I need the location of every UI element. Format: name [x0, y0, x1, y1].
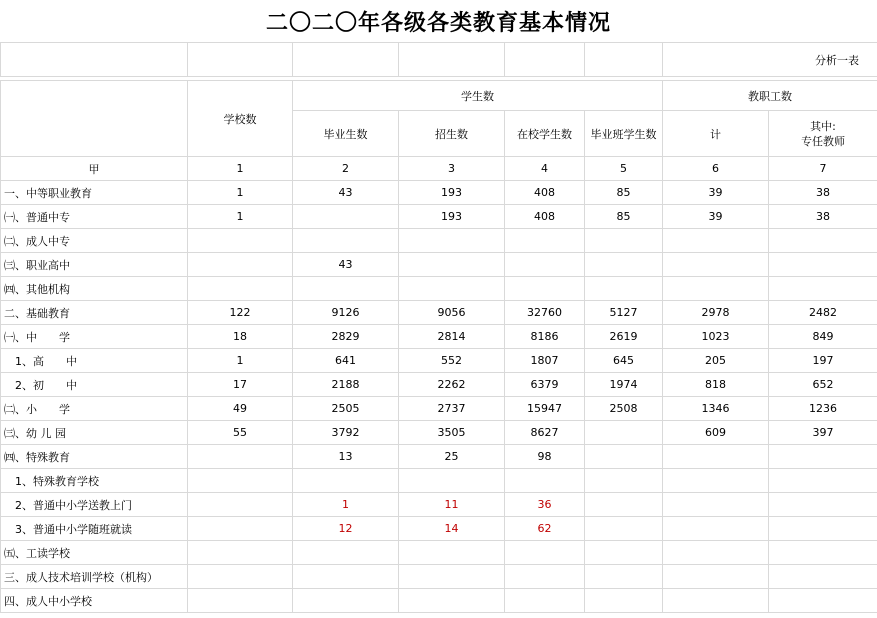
table-cell [293, 541, 399, 565]
table-cell: 397 [769, 421, 877, 445]
table-row [1, 469, 877, 493]
table-cell [505, 277, 585, 301]
row-label: 四、成人中小学校 [1, 589, 188, 613]
table-row [1, 373, 877, 397]
index-cell: 2 [293, 157, 399, 181]
table-cell [585, 517, 663, 541]
table-cell [769, 229, 877, 253]
col-fulltime-line2: 专任教师 [801, 134, 845, 148]
table-cell: 55 [188, 421, 293, 445]
row-label: ㈣、特殊教育 [1, 445, 188, 469]
col-fulltime-line1: 其中: [810, 119, 836, 133]
table-cell: 17 [188, 373, 293, 397]
table-cell: 43 [293, 181, 399, 205]
row-label: 1、特殊教育学校 [1, 469, 188, 493]
table-cell: 49 [188, 397, 293, 421]
table-cell [188, 589, 293, 613]
table-cell [663, 493, 769, 517]
table-cell [188, 469, 293, 493]
table-cell [663, 565, 769, 589]
table-cell [769, 517, 877, 541]
table-cell [399, 589, 505, 613]
row-label: ㈡、成人中专 [1, 229, 188, 253]
table-cell: 38 [769, 181, 877, 205]
row-label: ㈢、职业高中 [1, 253, 188, 277]
table-cell: 18 [188, 325, 293, 349]
table-cell: 38 [769, 205, 877, 229]
table-cell: 849 [769, 325, 877, 349]
header-corner [1, 81, 188, 157]
table-cell: 1 [293, 493, 399, 517]
table-cell: 13 [293, 445, 399, 469]
table-cell [399, 469, 505, 493]
row-label: ㈡、小 学 [1, 397, 188, 421]
table-cell [663, 253, 769, 277]
table-cell [505, 589, 585, 613]
table-cell [399, 229, 505, 253]
table-cell: 1974 [585, 373, 663, 397]
table-cell: 25 [399, 445, 505, 469]
table-cell [585, 469, 663, 493]
table-row [1, 445, 877, 469]
table-cell [188, 493, 293, 517]
index-cell: 甲 [1, 157, 188, 181]
table-cell [188, 565, 293, 589]
index-row [1, 157, 877, 181]
col-group-students: 学生数 [293, 81, 663, 111]
table-cell [585, 253, 663, 277]
table-cell [585, 229, 663, 253]
index-cell: 1 [188, 157, 293, 181]
table-cell [399, 541, 505, 565]
table-row [1, 253, 877, 277]
row-label: 1、高 中 [1, 349, 188, 373]
table-cell: 8186 [505, 325, 585, 349]
table-row [1, 277, 877, 301]
col-fulltime [769, 111, 877, 157]
table-subtitle: 分析一表 [663, 43, 877, 77]
table-cell: 193 [399, 205, 505, 229]
table-row [1, 397, 877, 421]
table-cell [663, 469, 769, 493]
table-cell: 652 [769, 373, 877, 397]
table-row [1, 421, 877, 445]
table-cell: 645 [585, 349, 663, 373]
table-cell: 197 [769, 349, 877, 373]
table-cell [769, 253, 877, 277]
table-cell [585, 421, 663, 445]
row-label: 2、初 中 [1, 373, 188, 397]
table-row [1, 301, 877, 325]
table-cell [769, 589, 877, 613]
table-cell [663, 589, 769, 613]
table-cell [188, 517, 293, 541]
table-cell: 6379 [505, 373, 585, 397]
table-cell: 609 [663, 421, 769, 445]
table-cell [585, 541, 663, 565]
table-cell: 552 [399, 349, 505, 373]
col-graduates: 毕业生数 [293, 111, 399, 157]
table-cell: 15947 [505, 397, 585, 421]
row-label: 2、普通中小学送教上门 [1, 493, 188, 517]
table-cell [505, 541, 585, 565]
index-cell: 3 [399, 157, 505, 181]
table-cell [769, 565, 877, 589]
table-cell [505, 565, 585, 589]
table-cell: 5127 [585, 301, 663, 325]
table-cell [293, 277, 399, 301]
table-cell [399, 277, 505, 301]
table-cell [769, 277, 877, 301]
table-cell: 2505 [293, 397, 399, 421]
table-cell [585, 277, 663, 301]
table-row [1, 229, 877, 253]
table-cell: 1 [188, 205, 293, 229]
table-cell: 2737 [399, 397, 505, 421]
table-cell: 408 [505, 181, 585, 205]
table-cell [585, 445, 663, 469]
col-group-staff: 教职工数 [663, 81, 877, 111]
table-cell [188, 229, 293, 253]
row-label: ㈠、中 学 [1, 325, 188, 349]
row-label: ㈣、其他机构 [1, 277, 188, 301]
table-cell: 43 [293, 253, 399, 277]
table-cell: 85 [585, 205, 663, 229]
table-cell: 3792 [293, 421, 399, 445]
header-row-1 [1, 81, 877, 111]
col-schools: 学校数 [188, 81, 293, 157]
table-row [1, 517, 877, 541]
table-cell: 2619 [585, 325, 663, 349]
table-cell [505, 229, 585, 253]
table-cell: 2829 [293, 325, 399, 349]
table-cell [663, 229, 769, 253]
row-label: 一、中等职业教育 [1, 181, 188, 205]
row-label: 三、成人技术培训学校（机构） [1, 565, 188, 589]
table-row [1, 325, 877, 349]
index-cell: 4 [505, 157, 585, 181]
table-cell [293, 229, 399, 253]
table-cell: 3505 [399, 421, 505, 445]
table-cell: 1023 [663, 325, 769, 349]
col-staff-total: 计 [663, 111, 769, 157]
table-cell [188, 541, 293, 565]
table-cell: 2508 [585, 397, 663, 421]
subtitle-row [1, 43, 877, 77]
table-row [1, 541, 877, 565]
table-cell: 1 [188, 349, 293, 373]
table-cell [188, 253, 293, 277]
table-cell: 12 [293, 517, 399, 541]
table-cell: 9056 [399, 301, 505, 325]
table-cell: 8627 [505, 421, 585, 445]
row-label: ㈢、幼 儿 园 [1, 421, 188, 445]
table-cell: 32760 [505, 301, 585, 325]
table-cell: 641 [293, 349, 399, 373]
table-cell [769, 445, 877, 469]
col-in-school: 在校学生数 [505, 111, 585, 157]
table-cell: 1236 [769, 397, 877, 421]
table-row [1, 565, 877, 589]
table-cell [663, 517, 769, 541]
table-cell: 9126 [293, 301, 399, 325]
index-cell: 6 [663, 157, 769, 181]
table-cell [293, 589, 399, 613]
table-cell: 2262 [399, 373, 505, 397]
table-cell: 2482 [769, 301, 877, 325]
table-cell: 39 [663, 205, 769, 229]
table-row [1, 205, 877, 229]
table-cell [293, 205, 399, 229]
table-cell [399, 565, 505, 589]
report-title: 二〇二〇年各级各类教育基本情况 [265, 9, 611, 36]
table-cell: 408 [505, 205, 585, 229]
row-label: 3、普通中小学随班就读 [1, 517, 188, 541]
table-cell [769, 541, 877, 565]
table-cell [293, 469, 399, 493]
table-cell: 14 [399, 517, 505, 541]
table-cell [663, 541, 769, 565]
table-cell: 122 [188, 301, 293, 325]
table-cell [188, 277, 293, 301]
table-cell: 98 [505, 445, 585, 469]
table-row [1, 349, 877, 373]
table-row [1, 589, 877, 613]
table-cell: 2978 [663, 301, 769, 325]
table-row [1, 493, 877, 517]
table-cell: 1807 [505, 349, 585, 373]
table-cell [585, 589, 663, 613]
table-cell [505, 469, 585, 493]
table-cell [663, 445, 769, 469]
table-cell [293, 565, 399, 589]
table-cell [769, 469, 877, 493]
table-cell: 2188 [293, 373, 399, 397]
table-cell: 205 [663, 349, 769, 373]
table-cell: 818 [663, 373, 769, 397]
table-cell: 2814 [399, 325, 505, 349]
table-cell: 62 [505, 517, 585, 541]
table-cell [505, 253, 585, 277]
col-grad-class: 毕业班学生数 [585, 111, 663, 157]
table-cell [769, 493, 877, 517]
index-cell: 5 [585, 157, 663, 181]
table-cell: 11 [399, 493, 505, 517]
table-cell [585, 565, 663, 589]
table-cell: 193 [399, 181, 505, 205]
table-cell: 36 [505, 493, 585, 517]
table-cell [188, 445, 293, 469]
row-label: ㈤、工读学校 [1, 541, 188, 565]
row-label: 二、基础教育 [1, 301, 188, 325]
table-cell: 39 [663, 181, 769, 205]
table-cell [399, 253, 505, 277]
table-cell: 1346 [663, 397, 769, 421]
table-cell: 1 [188, 181, 293, 205]
table-cell [585, 493, 663, 517]
row-label: ㈠、普通中专 [1, 205, 188, 229]
table-row [1, 181, 877, 205]
index-cell: 7 [769, 157, 877, 181]
col-enrollment: 招生数 [399, 111, 505, 157]
data-table [0, 42, 877, 613]
table-cell: 85 [585, 181, 663, 205]
table-cell [663, 277, 769, 301]
